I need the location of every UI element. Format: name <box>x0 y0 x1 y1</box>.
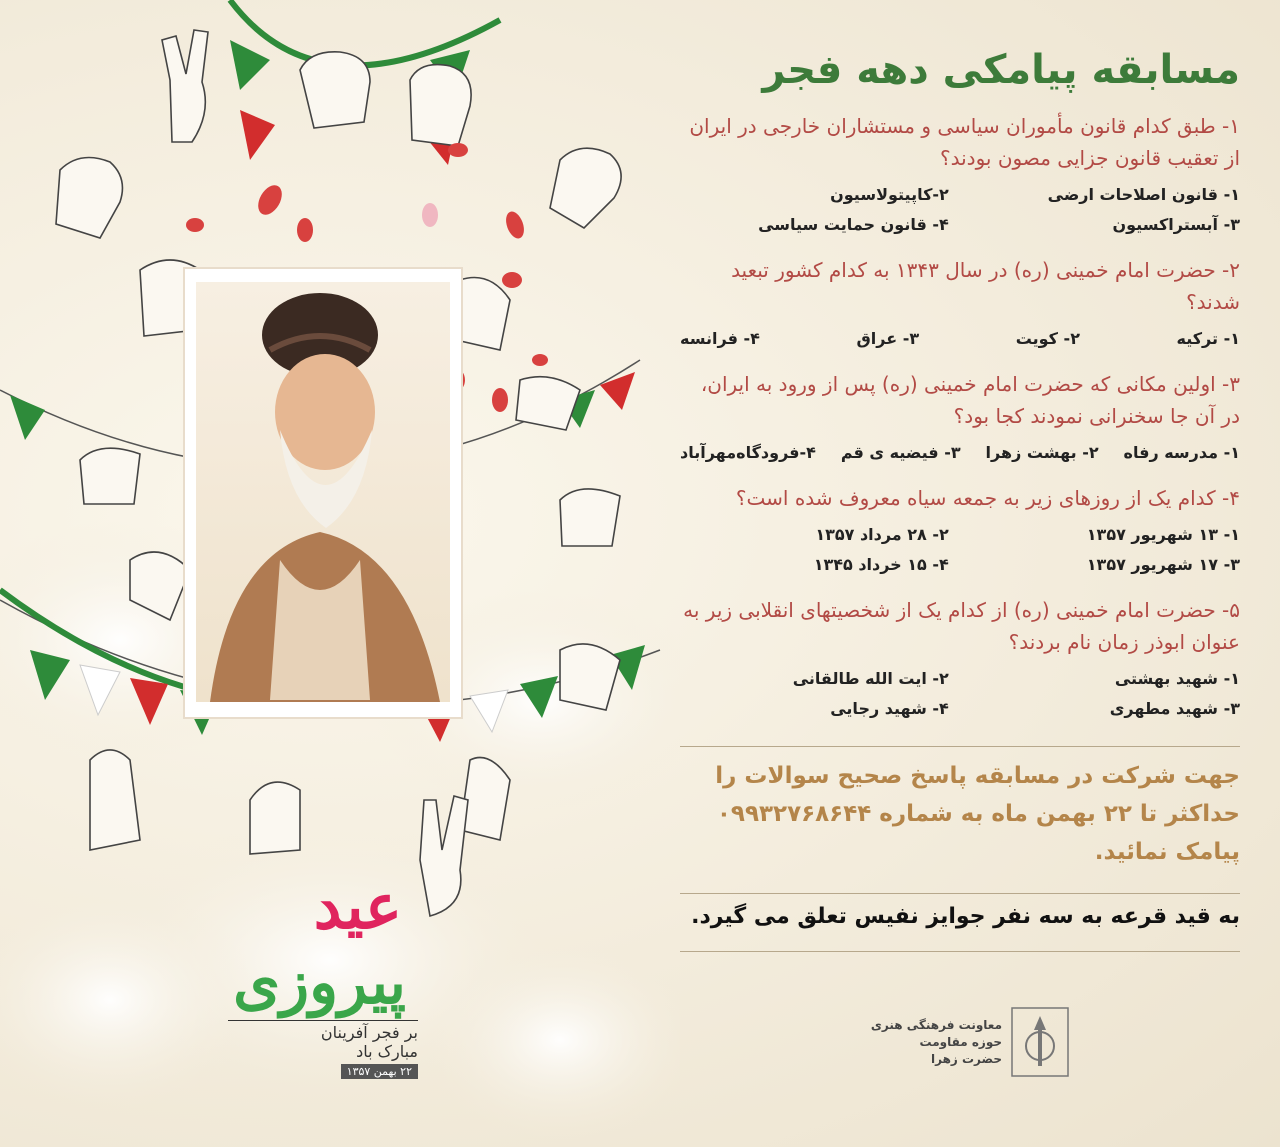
logo-line2: حوزه مقاومت <box>919 1034 1002 1049</box>
question-4: ۴- کدام یک از روزهای زیر به جمعه سیاه معروف شده است؟ <box>735 486 1240 510</box>
q4-option-4: ۴- ۱۵ خرداد ۱۳۴۵ <box>813 555 949 574</box>
eid-tagline <box>228 1020 418 1061</box>
tagline-line2: مبارک باد <box>356 1042 418 1061</box>
logo-line1: معاونت فرهنگی هنری <box>870 1017 1002 1032</box>
piroozi-word: پیروزی <box>233 948 406 1018</box>
question-2: ۲- حضرت امام خمینی (ره) در سال ۱۳۴۳ به کدام کشور تبعید شدند؟ <box>731 258 1240 314</box>
question-block-5 <box>680 594 1240 724</box>
question-block-4 <box>680 482 1240 580</box>
participation-instructions: جهت شرکت در مسابقه پاسخ صحیح سوالات را حداکثر تا ۲۲ بهمن ماه به شماره ۰۹۹۳۲۷۶۸۶۴۴ پیامک نمائید. <box>715 763 1240 865</box>
logo-line3: حضرت زهرا <box>931 1051 1002 1066</box>
question-block-2 <box>680 254 1240 354</box>
question-5: ۵- حضرت امام خمینی (ره) از کدام یک از شخصیتهای انقلابی زیر به عنوان ابوذر زمان نام بردند؟ <box>683 598 1240 654</box>
q2-option-4: ۴- فرانسه <box>680 329 760 348</box>
question-block-1 <box>680 110 1240 240</box>
q5-option-1: ۱- شهید بهشتی <box>1114 669 1240 688</box>
q4-option-2: ۲- ۲۸ مرداد ۱۳۵۷ <box>815 525 949 544</box>
q3-option-4: ۴-فرودگاه‌مهرآباد <box>680 443 816 462</box>
q5-option-2: ۲- ایت الله طالقانی <box>792 669 949 688</box>
divider-2 <box>680 893 1240 894</box>
q2-option-3: ۳- عراق <box>856 329 920 348</box>
eid-piroozi-logo <box>228 870 418 1078</box>
divider-3 <box>680 951 1240 952</box>
q4-option-3: ۳- ۱۷ شهریور ۱۳۵۷ <box>1086 555 1240 574</box>
prize-note: به قید قرعه به سه نفر جوایز نفیس تعلق می گیرد. <box>691 904 1240 929</box>
q5-option-4: ۴- شهید رجایی <box>830 699 949 718</box>
q3-option-1: ۱- مدرسه رفاه <box>1123 443 1240 462</box>
question-3: ۳- اولین مکانی که حضرت امام خمینی (ره) پس از ورود به ایران، در آن جا سخنرانی نمودند کجا بود؟ <box>700 372 1240 428</box>
q1-option-1: ۱- قانون اصلاحات ارضی <box>1047 185 1240 204</box>
page-title: مسابقه پیامکی دهه فجر <box>762 47 1240 93</box>
q4-option-1: ۱- ۱۳ شهریور ۱۳۵۷ <box>1086 525 1240 544</box>
emblem-icon <box>1010 1006 1070 1078</box>
eid-date: ۲۲ بهمن ۱۳۵۷ <box>341 1064 418 1079</box>
quiz-content <box>680 40 1240 952</box>
question-block-3 <box>680 368 1240 468</box>
divider <box>680 746 1240 747</box>
organization-logo <box>870 1002 1070 1082</box>
question-1: ۱- طبق کدام قانون مأموران سیاسی و مستشاران خارجی در ایران از تعقیب قانون جزایی مصون بودند؟ <box>689 114 1240 170</box>
tagline-line1: بر فجر آفرینان <box>320 1023 418 1042</box>
q3-option-2: ۲- بهشت زهرا <box>985 443 1099 462</box>
q5-option-3: ۳- شهید مطهری <box>1109 699 1240 718</box>
q2-option-1: ۱- ترکیه <box>1176 329 1240 348</box>
q2-option-2: ۲- کویت <box>1015 329 1080 348</box>
portrait-card <box>184 268 462 718</box>
q1-option-4: ۴- قانون حمایت سیاسی <box>758 215 949 234</box>
eid-word: عید <box>313 870 402 943</box>
q1-option-2: ۲-کاپیتولاسیون <box>830 185 949 204</box>
q1-option-3: ۳- آبستراکسیون <box>1112 215 1240 234</box>
q3-option-3: ۳- فیضیه ی قم <box>840 443 961 462</box>
